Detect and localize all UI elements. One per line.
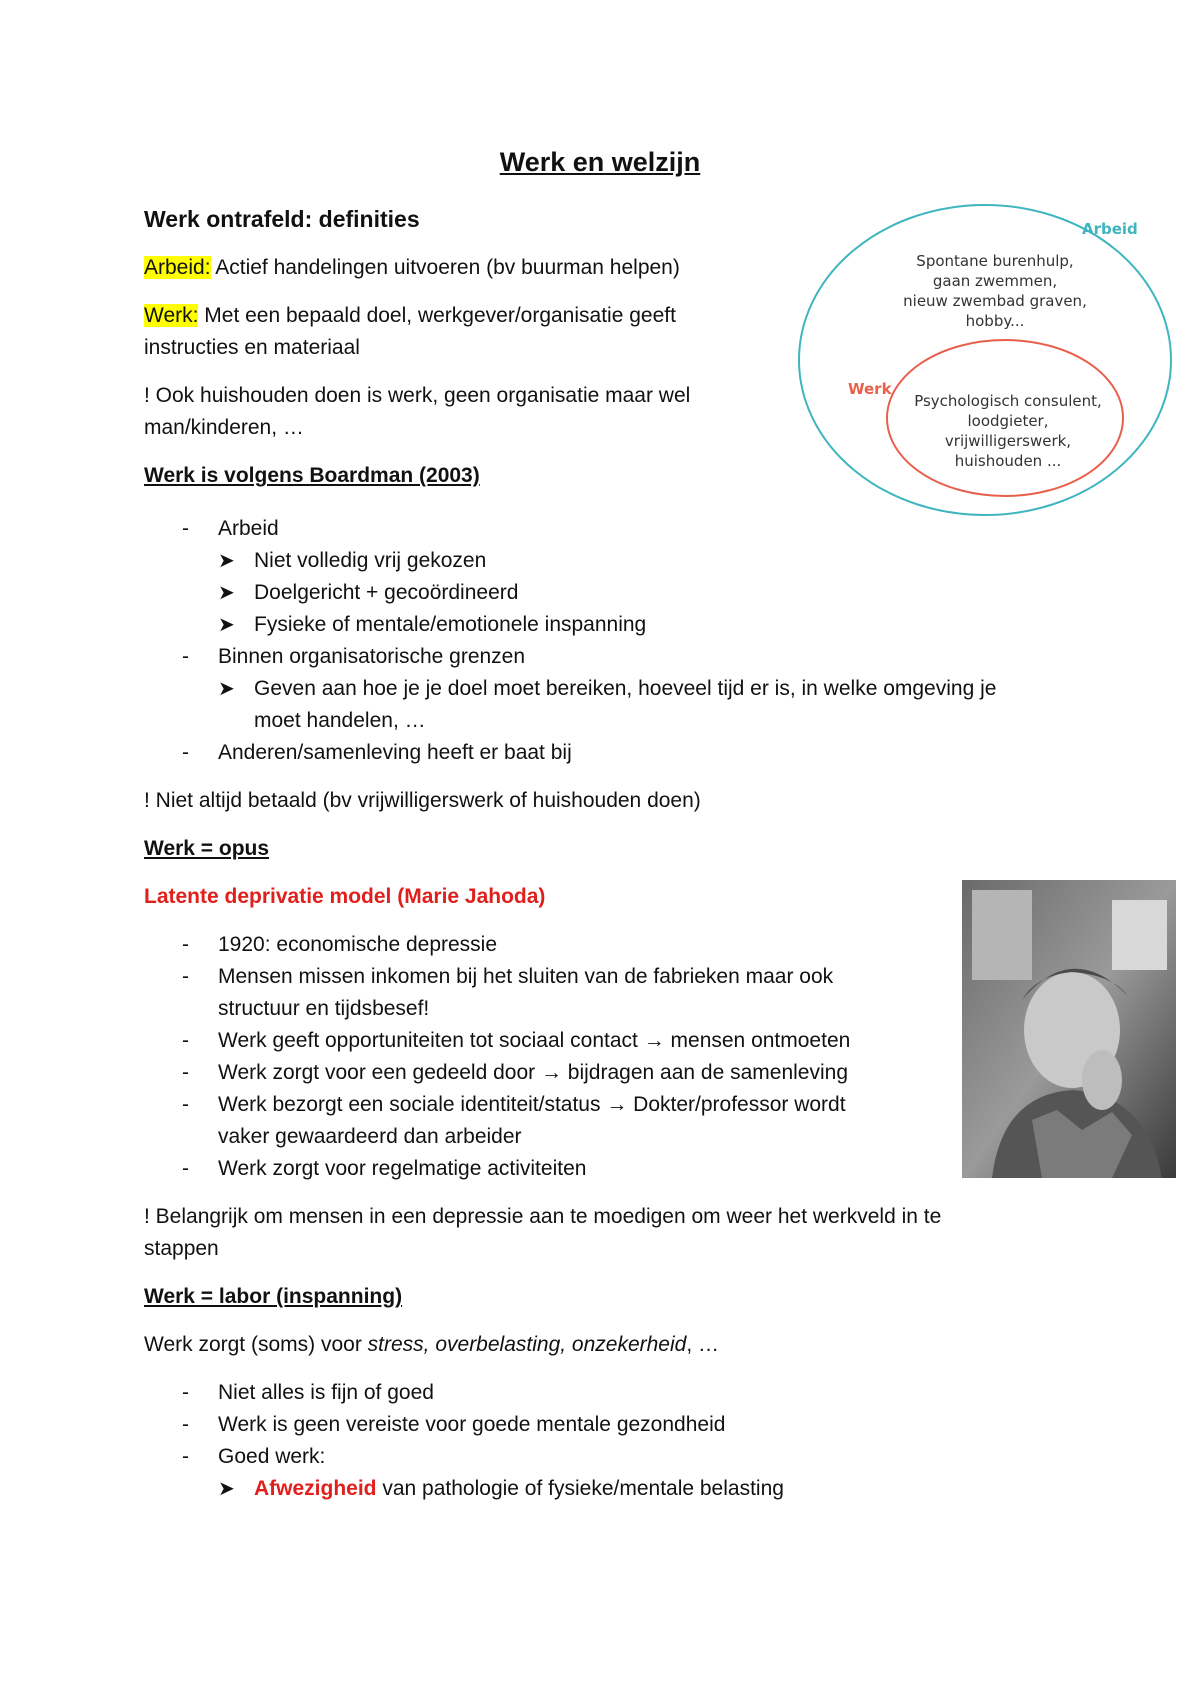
list-item: Niet alles is fijn of goed bbox=[218, 1381, 434, 1404]
arbeid-diagram-label: Arbeid bbox=[1082, 220, 1138, 238]
bullet-dash: - bbox=[182, 1029, 189, 1052]
arrow-bullet-icon: ➤ bbox=[218, 614, 235, 636]
list-item: Werk zorgt voor een gedeeld door → bijdragen aan de samenleving bbox=[218, 1061, 848, 1084]
arbeid-text: Actief handelingen uitvoeren (bv buurman helpen) bbox=[210, 256, 680, 279]
arbeid-werk-diagram bbox=[790, 200, 1180, 540]
bullet-dash: - bbox=[182, 965, 189, 988]
list-item: Niet volledig vrij gekozen bbox=[254, 549, 487, 572]
note-huishouden-1: ! Ook huishouden doen is werk, geen organisatie maar wel bbox=[144, 384, 691, 407]
labor-intro bbox=[144, 1329, 719, 1361]
bullet-dash: - bbox=[182, 517, 189, 540]
section-heading-definities: Werk ontrafeld: definities bbox=[144, 206, 420, 232]
note-niet-betaald: ! Niet altijd betaald (bv vrijwilligerswerk of huishouden doen) bbox=[144, 789, 701, 812]
bullet-dash: - bbox=[182, 1413, 189, 1436]
arbeid-definition bbox=[144, 252, 680, 284]
outer-line: gaan zwemmen, bbox=[932, 272, 1058, 290]
bullet-dash: - bbox=[182, 1445, 189, 1468]
list-item-continuation: moet handelen, … bbox=[254, 709, 426, 732]
labor-intro-italic: stress, overbelasting, onzekerheid bbox=[367, 1333, 687, 1356]
portrait-photo bbox=[962, 880, 1176, 1178]
inner-line: huishouden ... bbox=[954, 452, 1062, 470]
arrow-bullet-icon: ➤ bbox=[218, 1478, 235, 1500]
list-item: Arbeid bbox=[218, 517, 279, 540]
list-item: Werk geeft opportuniteiten tot sociaal contact → mensen ontmoeten bbox=[218, 1029, 851, 1052]
page-title: Werk en welzijn bbox=[499, 147, 701, 177]
model-heading: Latente deprivatie model (Marie Jahoda) bbox=[144, 885, 546, 908]
werk-text-1: Met een bepaald doel, werkgever/organisatie geeft bbox=[198, 304, 676, 327]
list-item: Anderen/samenleving heeft er baat bij bbox=[218, 741, 572, 764]
bullet-dash: - bbox=[182, 1093, 189, 1116]
note-huishouden-2: man/kinderen, … bbox=[144, 416, 304, 439]
outer-line: hobby... bbox=[965, 312, 1025, 330]
arrow-bullet-icon: ➤ bbox=[218, 678, 235, 700]
inner-line: loodgieter, bbox=[967, 412, 1049, 430]
afwezigheid-emphasis: Afwezigheid bbox=[254, 1477, 377, 1500]
list-item bbox=[254, 1473, 784, 1505]
outer-line: Spontane burenhulp, bbox=[916, 252, 1074, 270]
list-item: 1920: economische depressie bbox=[218, 933, 498, 956]
labor-intro-suffix: , … bbox=[686, 1333, 719, 1356]
outer-line: nieuw zwembad graven, bbox=[903, 292, 1087, 310]
note-depressie-2: stappen bbox=[144, 1237, 219, 1260]
list-item: Werk bezorgt een sociale identiteit/status → Dokter/professor wordt bbox=[218, 1093, 846, 1116]
werk-label: Werk: bbox=[144, 304, 199, 327]
note-depressie-1: ! Belangrijk om mensen in een depressie aan te moedigen om weer het werkveld in te bbox=[144, 1205, 942, 1228]
werk-diagram-label: Werk bbox=[848, 380, 892, 398]
list-item: Doelgericht + gecoördineerd bbox=[254, 581, 519, 604]
list-item: Fysieke of mentale/emotionele inspanning bbox=[254, 613, 647, 636]
arbeid-label: Arbeid: bbox=[144, 256, 211, 279]
list-item: Werk zorgt voor regelmatige activiteiten bbox=[218, 1157, 587, 1180]
list-item: Mensen missen inkomen bij het sluiten van de fabrieken maar ook bbox=[218, 965, 834, 988]
labor-heading: Werk = labor (inspanning) bbox=[144, 1285, 403, 1308]
bullet-dash: - bbox=[182, 1381, 189, 1404]
list-item: Goed werk: bbox=[218, 1445, 326, 1468]
list-item-continuation: vaker gewaardeerd dan arbeider bbox=[218, 1125, 522, 1148]
werk-text-2: instructies en materiaal bbox=[144, 336, 360, 359]
bullet-dash: - bbox=[182, 1157, 189, 1180]
bullet-dash: - bbox=[182, 1061, 189, 1084]
list-item: Binnen organisatorische grenzen bbox=[218, 645, 526, 668]
list-item: Werk is geen vereiste voor goede mentale gezondheid bbox=[218, 1413, 726, 1436]
arrow-bullet-icon: ➤ bbox=[218, 582, 235, 604]
list-item-continuation: structuur en tijdsbesef! bbox=[218, 997, 430, 1020]
boardman-heading: Werk is volgens Boardman (2003) bbox=[144, 464, 480, 487]
inner-line: Psychologisch consulent, bbox=[914, 392, 1102, 410]
bullet-dash: - bbox=[182, 741, 189, 764]
arrow-bullet-icon: ➤ bbox=[218, 550, 235, 572]
werk-definition bbox=[144, 300, 676, 332]
opus-heading: Werk = opus bbox=[144, 837, 270, 860]
bullet-dash: - bbox=[182, 645, 189, 668]
afwezigheid-rest: van pathologie of fysieke/mentale belasting bbox=[376, 1477, 784, 1500]
inner-line: vrijwilligerswerk, bbox=[944, 432, 1072, 450]
bullet-dash: - bbox=[182, 933, 189, 956]
list-item: Geven aan hoe je je doel moet bereiken, hoeveel tijd er is, in welke omgeving je bbox=[254, 677, 997, 700]
labor-intro-prefix: Werk zorgt (soms) voor bbox=[144, 1333, 368, 1356]
